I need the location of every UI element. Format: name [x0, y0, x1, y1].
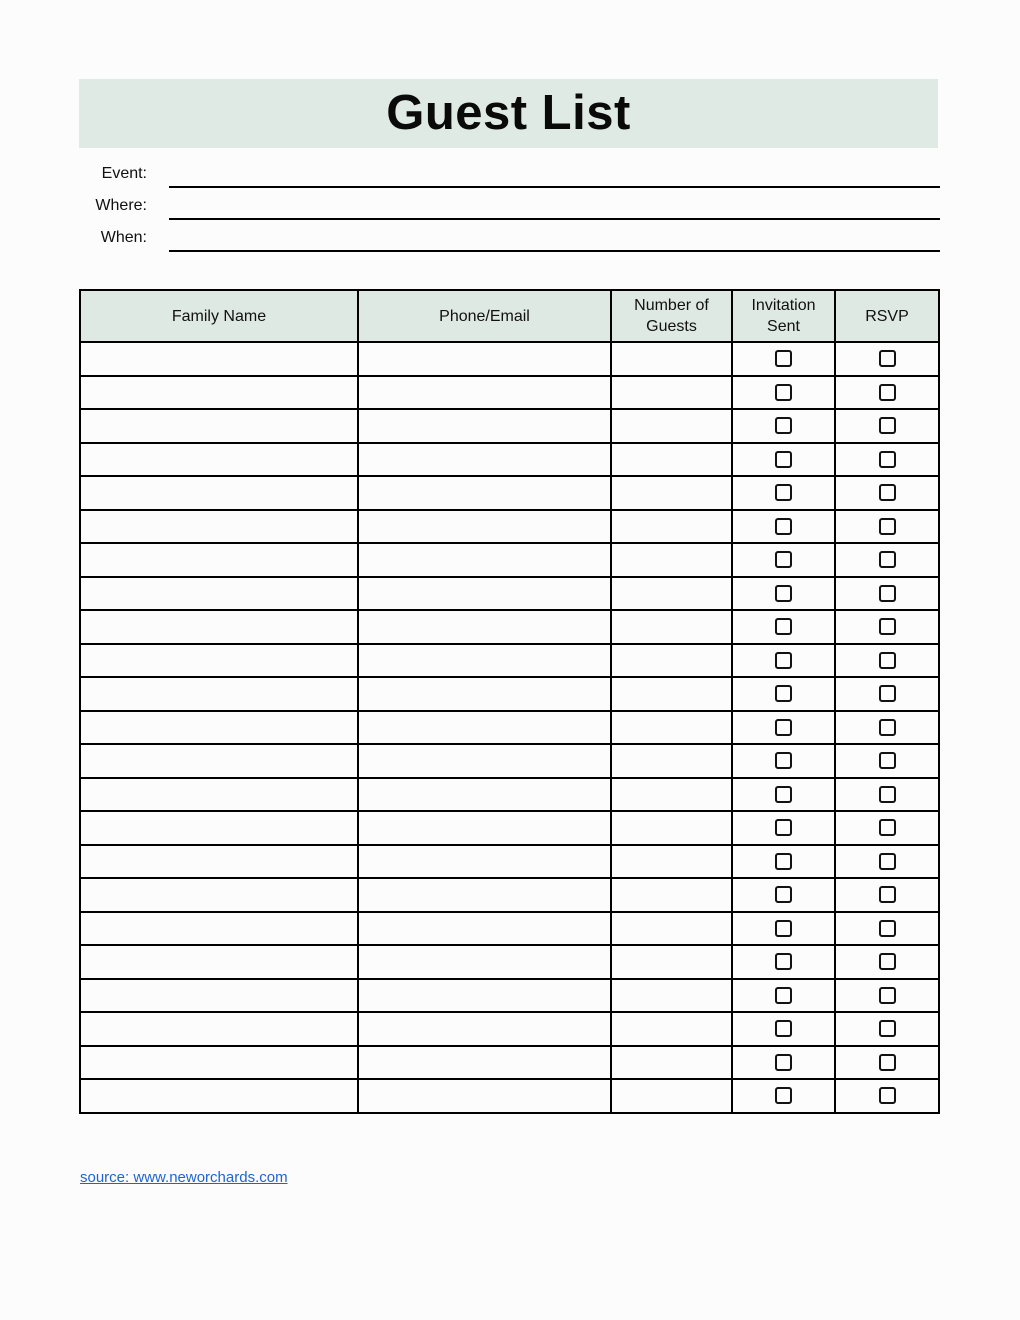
table-body: [80, 342, 939, 1113]
checkbox-rsvp[interactable]: [879, 585, 896, 602]
cell-invitation_sent[interactable]: [732, 610, 835, 644]
cell-phone_email[interactable]: [358, 1012, 611, 1046]
cell-phone_email[interactable]: [358, 1046, 611, 1080]
table-row: [80, 845, 939, 879]
table-row: [80, 577, 939, 611]
cell-family_name[interactable]: [80, 778, 358, 812]
cell-family_name[interactable]: [80, 510, 358, 544]
checkbox-rsvp[interactable]: [879, 953, 896, 970]
cell-number_of_guests[interactable]: [611, 543, 732, 577]
cell-phone_email[interactable]: [358, 342, 611, 376]
cell-family_name[interactable]: [80, 945, 358, 979]
cell-invitation_sent[interactable]: [732, 543, 835, 577]
checkbox-invitation_sent[interactable]: [775, 618, 792, 635]
table-row: [80, 711, 939, 745]
checkbox-invitation_sent[interactable]: [775, 451, 792, 468]
cell-family_name[interactable]: [80, 878, 358, 912]
cell-number_of_guests[interactable]: [611, 577, 732, 611]
checkbox-invitation_sent[interactable]: [775, 1087, 792, 1104]
cell-rsvp[interactable]: [835, 1046, 939, 1080]
checkbox-invitation_sent[interactable]: [775, 752, 792, 769]
cell-rsvp[interactable]: [835, 543, 939, 577]
cell-rsvp[interactable]: [835, 510, 939, 544]
table-row: [80, 1046, 939, 1080]
checkbox-rsvp[interactable]: [879, 987, 896, 1004]
cell-rsvp[interactable]: [835, 610, 939, 644]
cell-number_of_guests[interactable]: [611, 1079, 732, 1113]
cell-family_name[interactable]: [80, 1079, 358, 1113]
checkbox-rsvp[interactable]: [879, 652, 896, 669]
cell-family_name[interactable]: [80, 610, 358, 644]
cell-family_name[interactable]: [80, 644, 358, 678]
cell-number_of_guests[interactable]: [611, 1046, 732, 1080]
cell-phone_email[interactable]: [358, 409, 611, 443]
checkbox-invitation_sent[interactable]: [775, 786, 792, 803]
cell-rsvp[interactable]: [835, 476, 939, 510]
checkbox-rsvp[interactable]: [879, 451, 896, 468]
cell-family_name[interactable]: [80, 376, 358, 410]
cell-phone_email[interactable]: [358, 677, 611, 711]
event-details-fields: [79, 156, 940, 252]
checkbox-rsvp[interactable]: [879, 350, 896, 367]
cell-rsvp[interactable]: [835, 711, 939, 745]
cell-phone_email[interactable]: [358, 376, 611, 410]
cell-number_of_guests[interactable]: [611, 342, 732, 376]
cell-number_of_guests[interactable]: [611, 610, 732, 644]
field-input-line[interactable]: [169, 160, 940, 188]
checkbox-rsvp[interactable]: [879, 551, 896, 568]
cell-family_name[interactable]: [80, 543, 358, 577]
cell-family_name[interactable]: [80, 845, 358, 879]
field-label: Where:: [95, 197, 147, 214]
checkbox-invitation_sent[interactable]: [775, 853, 792, 870]
table-row: [80, 912, 939, 946]
cell-invitation_sent[interactable]: [732, 476, 835, 510]
source-attribution: [80, 1168, 288, 1188]
checkbox-rsvp[interactable]: [879, 719, 896, 736]
checkbox-rsvp[interactable]: [879, 752, 896, 769]
cell-number_of_guests[interactable]: [611, 744, 732, 778]
table-row: [80, 878, 939, 912]
cell-phone_email[interactable]: [358, 811, 611, 845]
cell-rsvp[interactable]: [835, 677, 939, 711]
cell-phone_email[interactable]: [358, 476, 611, 510]
table-row: [80, 811, 939, 845]
checkbox-rsvp[interactable]: [879, 618, 896, 635]
cell-invitation_sent[interactable]: [732, 510, 835, 544]
cell-phone_email[interactable]: [358, 711, 611, 745]
table-row: [80, 342, 939, 376]
cell-phone_email[interactable]: [358, 510, 611, 544]
cell-rsvp[interactable]: [835, 979, 939, 1013]
cell-rsvp[interactable]: [835, 744, 939, 778]
cell-rsvp[interactable]: [835, 1012, 939, 1046]
cell-invitation_sent[interactable]: [732, 677, 835, 711]
cell-rsvp[interactable]: [835, 811, 939, 845]
cell-phone_email[interactable]: [358, 744, 611, 778]
cell-invitation_sent[interactable]: [732, 945, 835, 979]
cell-family_name[interactable]: [80, 912, 358, 946]
cell-number_of_guests[interactable]: [611, 878, 732, 912]
cell-phone_email[interactable]: [358, 912, 611, 946]
cell-phone_email[interactable]: [358, 878, 611, 912]
cell-number_of_guests[interactable]: [611, 912, 732, 946]
checkbox-rsvp[interactable]: [879, 819, 896, 836]
field-input-line[interactable]: [169, 224, 940, 252]
checkbox-rsvp[interactable]: [879, 518, 896, 535]
cell-invitation_sent[interactable]: [732, 811, 835, 845]
checkbox-invitation_sent[interactable]: [775, 585, 792, 602]
cell-rsvp[interactable]: [835, 443, 939, 477]
checkbox-invitation_sent[interactable]: [775, 953, 792, 970]
column-header-rsvp: RSVP: [835, 290, 939, 342]
cell-family_name[interactable]: [80, 677, 358, 711]
cell-invitation_sent[interactable]: [732, 1012, 835, 1046]
cell-phone_email[interactable]: [358, 443, 611, 477]
checkbox-rsvp[interactable]: [879, 886, 896, 903]
cell-phone_email[interactable]: [358, 1079, 611, 1113]
cell-rsvp[interactable]: [835, 878, 939, 912]
table-row: [80, 744, 939, 778]
checkbox-invitation_sent[interactable]: [775, 719, 792, 736]
cell-phone_email[interactable]: [358, 610, 611, 644]
cell-invitation_sent[interactable]: [732, 878, 835, 912]
cell-invitation_sent[interactable]: [732, 1046, 835, 1080]
cell-invitation_sent[interactable]: [732, 778, 835, 812]
cell-family_name[interactable]: [80, 577, 358, 611]
field-input-line[interactable]: [169, 192, 940, 220]
table-row: [80, 945, 939, 979]
table-row: [80, 376, 939, 410]
table-row: [80, 644, 939, 678]
page-title: Guest List: [386, 86, 631, 140]
cell-invitation_sent[interactable]: [732, 912, 835, 946]
cell-number_of_guests[interactable]: [611, 443, 732, 477]
cell-family_name[interactable]: [80, 744, 358, 778]
cell-number_of_guests[interactable]: [611, 1012, 732, 1046]
cell-invitation_sent[interactable]: [732, 744, 835, 778]
checkbox-rsvp[interactable]: [879, 1054, 896, 1071]
cell-invitation_sent[interactable]: [732, 376, 835, 410]
table-row: [80, 979, 939, 1013]
cell-rsvp[interactable]: [835, 778, 939, 812]
cell-rsvp[interactable]: [835, 845, 939, 879]
cell-invitation_sent[interactable]: [732, 577, 835, 611]
field-label: Event:: [101, 165, 147, 182]
checkbox-invitation_sent[interactable]: [775, 417, 792, 434]
column-header-phone_email: Phone/Email: [358, 290, 611, 342]
cell-invitation_sent[interactable]: [732, 644, 835, 678]
cell-number_of_guests[interactable]: [611, 979, 732, 1013]
cell-number_of_guests[interactable]: [611, 376, 732, 410]
table-header-row: [80, 290, 939, 342]
field-row: [79, 156, 940, 188]
table-row: [80, 476, 939, 510]
cell-number_of_guests[interactable]: [611, 845, 732, 879]
cell-invitation_sent[interactable]: [732, 711, 835, 745]
table-row: [80, 443, 939, 477]
table-row: [80, 510, 939, 544]
cell-phone_email[interactable]: [358, 644, 611, 678]
cell-family_name[interactable]: [80, 1012, 358, 1046]
cell-phone_email[interactable]: [358, 577, 611, 611]
table-row: [80, 1012, 939, 1046]
checkbox-rsvp[interactable]: [879, 920, 896, 937]
column-header-number_of_guests: Number of Guests: [611, 290, 732, 342]
cell-rsvp[interactable]: [835, 945, 939, 979]
checkbox-invitation_sent[interactable]: [775, 350, 792, 367]
cell-family_name[interactable]: [80, 443, 358, 477]
checkbox-invitation_sent[interactable]: [775, 685, 792, 702]
cell-number_of_guests[interactable]: [611, 677, 732, 711]
checkbox-invitation_sent[interactable]: [775, 920, 792, 937]
cell-family_name[interactable]: [80, 342, 358, 376]
table-row: [80, 543, 939, 577]
cell-phone_email[interactable]: [358, 945, 611, 979]
checkbox-invitation_sent[interactable]: [775, 551, 792, 568]
checkbox-invitation_sent[interactable]: [775, 484, 792, 501]
cell-phone_email[interactable]: [358, 979, 611, 1013]
cell-number_of_guests[interactable]: [611, 644, 732, 678]
cell-rsvp[interactable]: [835, 409, 939, 443]
source-link[interactable]: source: www.neworchards.com: [80, 1169, 288, 1186]
cell-invitation_sent[interactable]: [732, 979, 835, 1013]
cell-invitation_sent[interactable]: [732, 443, 835, 477]
checkbox-rsvp[interactable]: [879, 384, 896, 401]
checkbox-rsvp[interactable]: [879, 1087, 896, 1104]
cell-phone_email[interactable]: [358, 543, 611, 577]
checkbox-invitation_sent[interactable]: [775, 1020, 792, 1037]
checkbox-rsvp[interactable]: [879, 417, 896, 434]
cell-family_name[interactable]: [80, 811, 358, 845]
checkbox-rsvp[interactable]: [879, 853, 896, 870]
cell-rsvp[interactable]: [835, 577, 939, 611]
checkbox-rsvp[interactable]: [879, 786, 896, 803]
cell-family_name[interactable]: [80, 409, 358, 443]
cell-number_of_guests[interactable]: [611, 510, 732, 544]
title-banner: [79, 79, 938, 148]
cell-number_of_guests[interactable]: [611, 811, 732, 845]
checkbox-invitation_sent[interactable]: [775, 384, 792, 401]
cell-phone_email[interactable]: [358, 845, 611, 879]
field-row: [79, 220, 940, 252]
checkbox-rsvp[interactable]: [879, 1020, 896, 1037]
table-row: [80, 610, 939, 644]
guest-list-table: [79, 289, 940, 1114]
cell-rsvp[interactable]: [835, 376, 939, 410]
field-row: [79, 188, 940, 220]
cell-number_of_guests[interactable]: [611, 711, 732, 745]
checkbox-rsvp[interactable]: [879, 685, 896, 702]
checkbox-invitation_sent[interactable]: [775, 652, 792, 669]
cell-number_of_guests[interactable]: [611, 778, 732, 812]
cell-family_name[interactable]: [80, 979, 358, 1013]
cell-invitation_sent[interactable]: [732, 1079, 835, 1113]
cell-number_of_guests[interactable]: [611, 945, 732, 979]
cell-invitation_sent[interactable]: [732, 409, 835, 443]
checkbox-invitation_sent[interactable]: [775, 886, 792, 903]
cell-number_of_guests[interactable]: [611, 476, 732, 510]
column-header-invitation_sent: Invitation Sent: [732, 290, 835, 342]
checkbox-invitation_sent[interactable]: [775, 987, 792, 1004]
cell-rsvp[interactable]: [835, 1079, 939, 1113]
cell-phone_email[interactable]: [358, 778, 611, 812]
table-row: [80, 1079, 939, 1113]
table-row: [80, 409, 939, 443]
table-header: [80, 290, 939, 342]
cell-rsvp[interactable]: [835, 912, 939, 946]
field-label: When:: [100, 229, 147, 246]
cell-family_name[interactable]: [80, 476, 358, 510]
checkbox-invitation_sent[interactable]: [775, 1054, 792, 1071]
checkbox-invitation_sent[interactable]: [775, 518, 792, 535]
cell-rsvp[interactable]: [835, 342, 939, 376]
cell-number_of_guests[interactable]: [611, 409, 732, 443]
checkbox-invitation_sent[interactable]: [775, 819, 792, 836]
cell-family_name[interactable]: [80, 1046, 358, 1080]
cell-family_name[interactable]: [80, 711, 358, 745]
cell-rsvp[interactable]: [835, 644, 939, 678]
cell-invitation_sent[interactable]: [732, 845, 835, 879]
table-row: [80, 677, 939, 711]
table-row: [80, 778, 939, 812]
checkbox-rsvp[interactable]: [879, 484, 896, 501]
column-header-family_name: Family Name: [80, 290, 358, 342]
cell-invitation_sent[interactable]: [732, 342, 835, 376]
